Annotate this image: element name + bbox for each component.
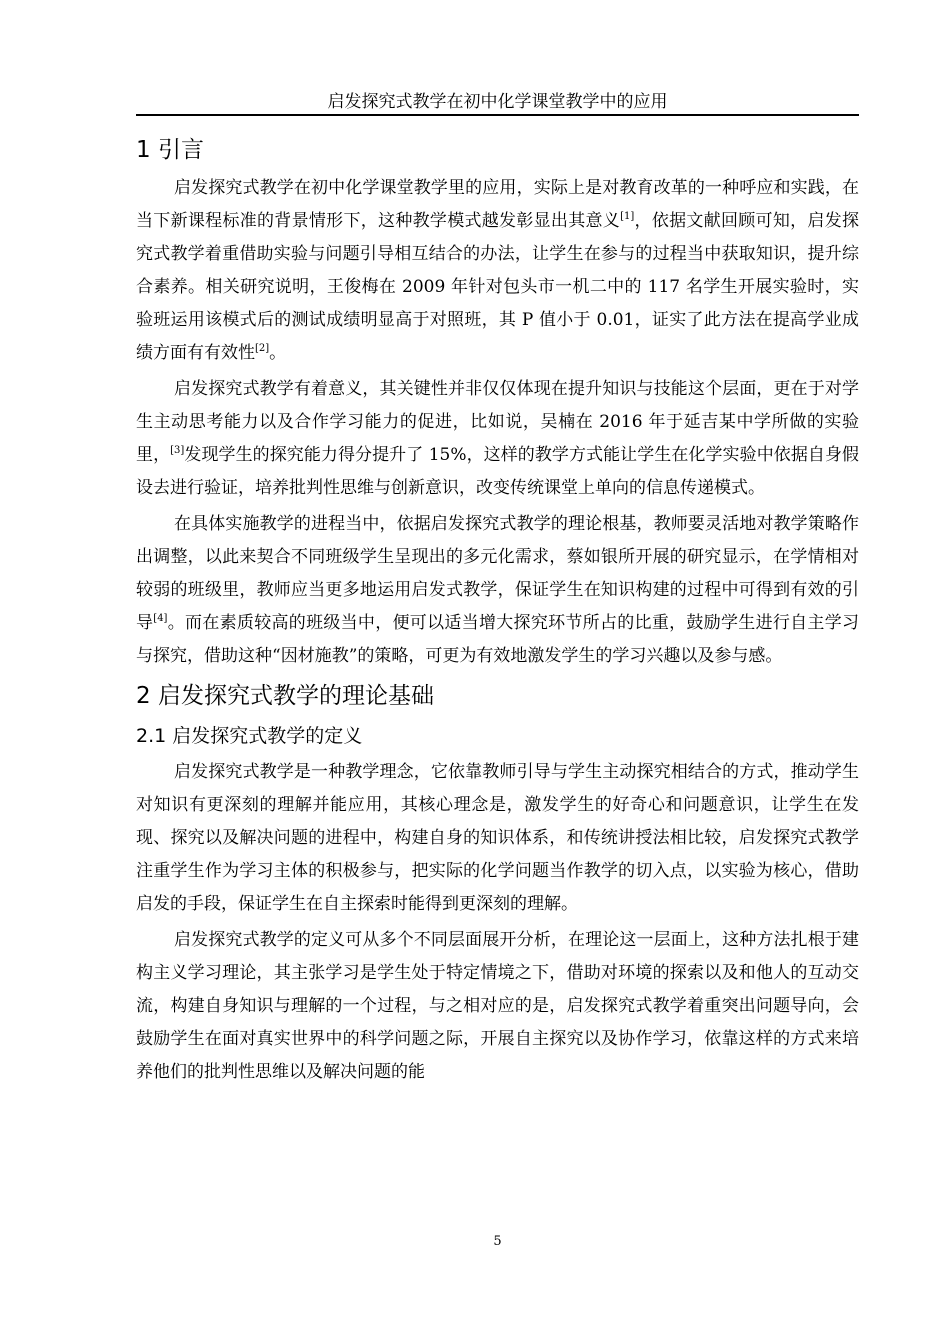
body-paragraph [136, 924, 859, 1089]
paragraph-text: 启发探究式教学有着意义，其关键性并非仅仅体现在提升知识与技能这个层面，更在于对学生主动思考能力以及合作学习能力的促进，比如说，吴楠在 2016 年于延吉某中学所做的实验里， [136, 379, 859, 465]
citation-ref: [2] [255, 343, 270, 354]
header-rule [136, 114, 859, 116]
paragraph-text: 启发探究式教学的定义可从多个不同层面展开分析，在理论这一层面上，这种方法扎根于建构主义学习理论，其主张学习是学生处于特定情境之下，借助对环境的探索以及和他人的互动交流，构建自身知识与理解的一个过程，与之相对应的是，启发探究式教学着重突出问题导向，会鼓励学生在面对真实世界中的科学问题之际，开展自主探究以及协作学习，依靠这样的方式来培养他们的批判性思维以及解决问题的能 [136, 930, 859, 1082]
running-header: 启发探究式教学在初中化学课堂教学中的应用 [327, 92, 668, 112]
subsection-heading-definition: 2.1 启发探究式教学的定义 [136, 725, 363, 747]
citation-ref: [1] [620, 211, 635, 222]
body-paragraph [136, 172, 859, 370]
paragraph-text: 启发探究式教学在初中化学课堂教学里的应用，实际上是对教育改革的一种呼应和实践，在当下新课程标准的背景情形下，这种教学模式越发彰显出其意义 [136, 178, 859, 231]
paragraph-text: 。而在素质较高的班级当中，便可以适当增大探究环节所占的比重，鼓励学生进行自主学习与探究，借助这种“因材施教”的策略，可更为有效地激发学生的学习兴趣以及参与感。 [136, 613, 860, 666]
section-heading-introduction: 1 引言 [136, 137, 204, 163]
page-number: 5 [493, 1234, 502, 1249]
paragraph-text: 发现学生的探究能力得分提升了 15%，这样的教学方式能让学生在化学实验中依据自身假设去进行验证，培养批判性思维与创新意识，改变传统课堂上单向的信息传递模式。 [136, 445, 860, 498]
body-paragraph [136, 756, 859, 921]
paragraph-text: 。 [269, 343, 287, 363]
section-heading-theory: 2 启发探究式教学的理论基础 [136, 683, 434, 709]
body-paragraph [136, 508, 859, 673]
paragraph-text: ，依据文献回顾可知，启发探究式教学着重借助实验与问题引导相互结合的办法，让学生在参与的过程当中获取知识，提升综合素养。相关研究说明，王俊梅在 2009 年针对包头市一机二中的 117 名学生开展实验时，实验班运用该模式后的测试成绩明显高于对照班，其 P 值小于 0.01，证实了此方法在提高学业成绩方面有有效性 [136, 211, 860, 363]
paragraph-text: 在具体实施教学的进程当中，依据启发探究式教学的理论根基，教师要灵活地对教学策略作出调整，以此来契合不同班级学生呈现出的多元化需求，蔡如银所开展的研究显示，在学情相对较弱的班级里，教师应当更多地运用启发式教学，保证学生在知识构建的过程中可得到有效的引导 [136, 514, 859, 633]
citation-ref: [4] [153, 613, 168, 624]
paragraph-text: 启发探究式教学是一种教学理念，它依靠教师引导与学生主动探究相结合的方式，推动学生对知识有更深刻的理解并能应用，其核心理念是，激发学生的好奇心和问题意识，让学生在发现、探究以及解决问题的进程中，构建自身的知识体系，和传统讲授法相比较，启发探究式教学注重学生作为学习主体的积极参与，把实际的化学问题当作教学的切入点，以实验为核心，借助启发的手段，保证学生在自主探索时能得到更深刻的理解。 [136, 762, 859, 914]
body-paragraph [136, 373, 859, 505]
page-body [136, 132, 859, 1092]
citation-ref: [3] [170, 445, 185, 456]
